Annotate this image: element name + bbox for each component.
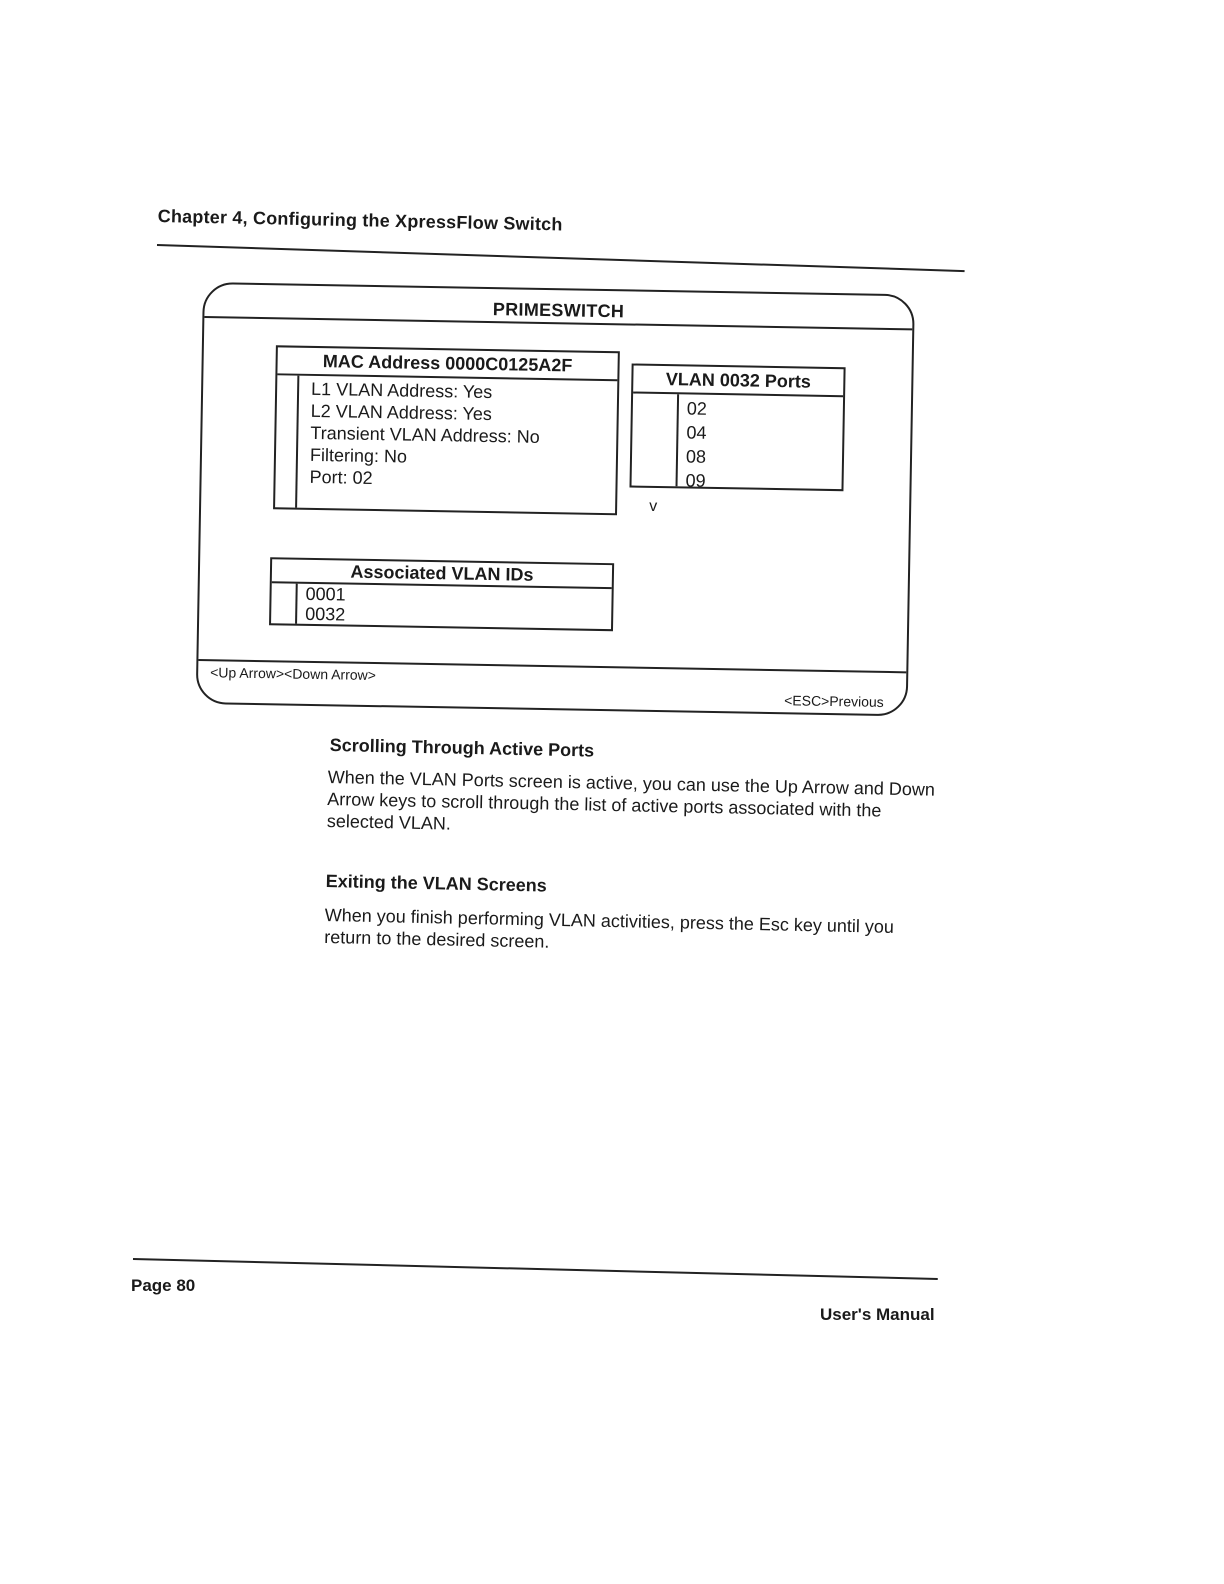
list-item[interactable]: 09 bbox=[685, 470, 706, 491]
mac-address-title: MAC Address 0000C0125A2F bbox=[277, 347, 617, 381]
associated-vlans-panel bbox=[269, 557, 614, 631]
transient-vlan-line: Transient VLAN Address: No bbox=[310, 422, 540, 447]
screen-title: PRIMESWITCH bbox=[492, 299, 625, 322]
manual-label: User's Manual bbox=[820, 1305, 935, 1324]
panel-gutter bbox=[632, 394, 680, 515]
footer-rule bbox=[133, 1258, 938, 1280]
header-rule bbox=[157, 244, 965, 272]
vlan-ports-panel[interactable] bbox=[629, 363, 845, 515]
l2-vlan-line: L2 VLAN Address: Yes bbox=[310, 400, 493, 425]
panel-gutter bbox=[275, 375, 299, 507]
page-number: Page 80 bbox=[131, 1276, 196, 1295]
list-item: 0001 bbox=[305, 583, 346, 605]
scroll-down-indicator: v bbox=[649, 497, 658, 515]
port-line: Port: 02 bbox=[309, 466, 373, 488]
panel-gutter bbox=[271, 583, 298, 623]
section-heading: Scrolling Through Active Ports bbox=[329, 735, 595, 761]
navigation-hint: <Up Arrow><Down Arrow> bbox=[210, 664, 377, 684]
list-item[interactable]: 02 bbox=[686, 398, 708, 419]
associated-vlans-title: Associated VLAN IDs bbox=[272, 559, 612, 589]
list-item[interactable]: 04 bbox=[686, 422, 707, 443]
terminal-screen bbox=[196, 282, 915, 716]
section-heading: Exiting the VLAN Screens bbox=[325, 871, 548, 896]
filtering-line: Filtering: No bbox=[309, 444, 408, 467]
chapter-header: Chapter 4, Configuring the XpressFlow Switch bbox=[157, 206, 563, 235]
port-list bbox=[685, 396, 707, 492]
mac-address-panel bbox=[273, 345, 620, 515]
vlan-ports-title: VLAN 0032 Ports bbox=[633, 366, 843, 398]
list-item: 0032 bbox=[305, 603, 346, 625]
mac-details bbox=[309, 378, 540, 492]
section-paragraph: When you finish performing VLAN activities, press the Esc key until you return to the desired screen. bbox=[324, 904, 895, 952]
section-paragraph: When the VLAN Ports screen is active, you can use the Up Arrow and Down Arrow keys to scroll through the list of active ports associated with the selected VLAN. bbox=[326, 766, 936, 834]
vlan-id-list bbox=[305, 584, 346, 625]
l1-vlan-line: L1 VLAN Address: Yes bbox=[310, 378, 493, 403]
list-item[interactable]: 08 bbox=[685, 446, 707, 467]
escape-hint: <ESC>Previous bbox=[784, 692, 884, 710]
